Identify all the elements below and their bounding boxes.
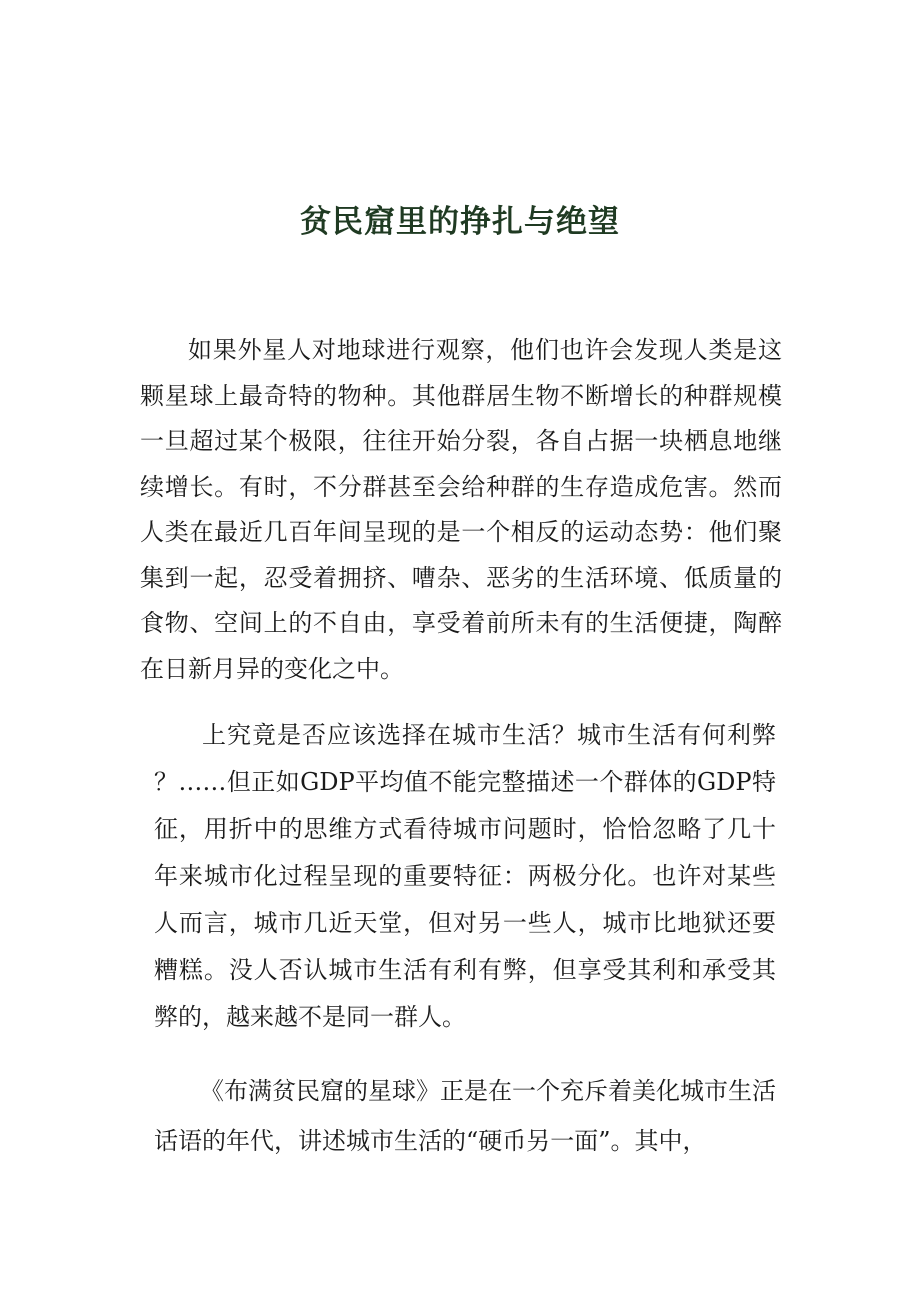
paragraph-3: 《布满贫民窟的星球》正是在一个充斥着美化城市生活话语的年代，讲述城市生活的“硬币另一面”。其中， — [154, 1077, 776, 1155]
paragraph-1: 如果外星人对地球进行观察，他们也许会发现人类是这颗星球上最奇特的物种。其他群居生物不断增长的种群规模一旦超过某个极限，往往开始分裂，各自占据一块栖息地继续增长。有时，不分群甚至会给种群的生存造成危害。然而人类在最近几百年间呈现的是一个相反的运动态势：他们聚集到一起，忍受着拥挤、嘈杂、恶劣的生活环境、低质量的食物、空间上的不自由，享受着前所未有的生活便捷，陶醉在日新月异的变化之中。 — [140, 336, 782, 683]
document-title: 贫民窟里的挣扎与绝望 — [300, 204, 620, 240]
paragraph-2: 上究竟是否应该选择在城市生活？城市生活有何利弊？……但正如GDP平均值不能完整描述一个群体的GDP特征，用折中的思维方式看待城市问题时，恰恰忽略了几十年来城市化过程呈现的重要特征：两极分化。也许对某些人而言，城市几近天堂，但对另一些人，城市比地狱还要糟糕。没人否认城市生活有利有弊，但享受其利和承受其弊的，越来越不是同一群人。 — [154, 721, 776, 1031]
